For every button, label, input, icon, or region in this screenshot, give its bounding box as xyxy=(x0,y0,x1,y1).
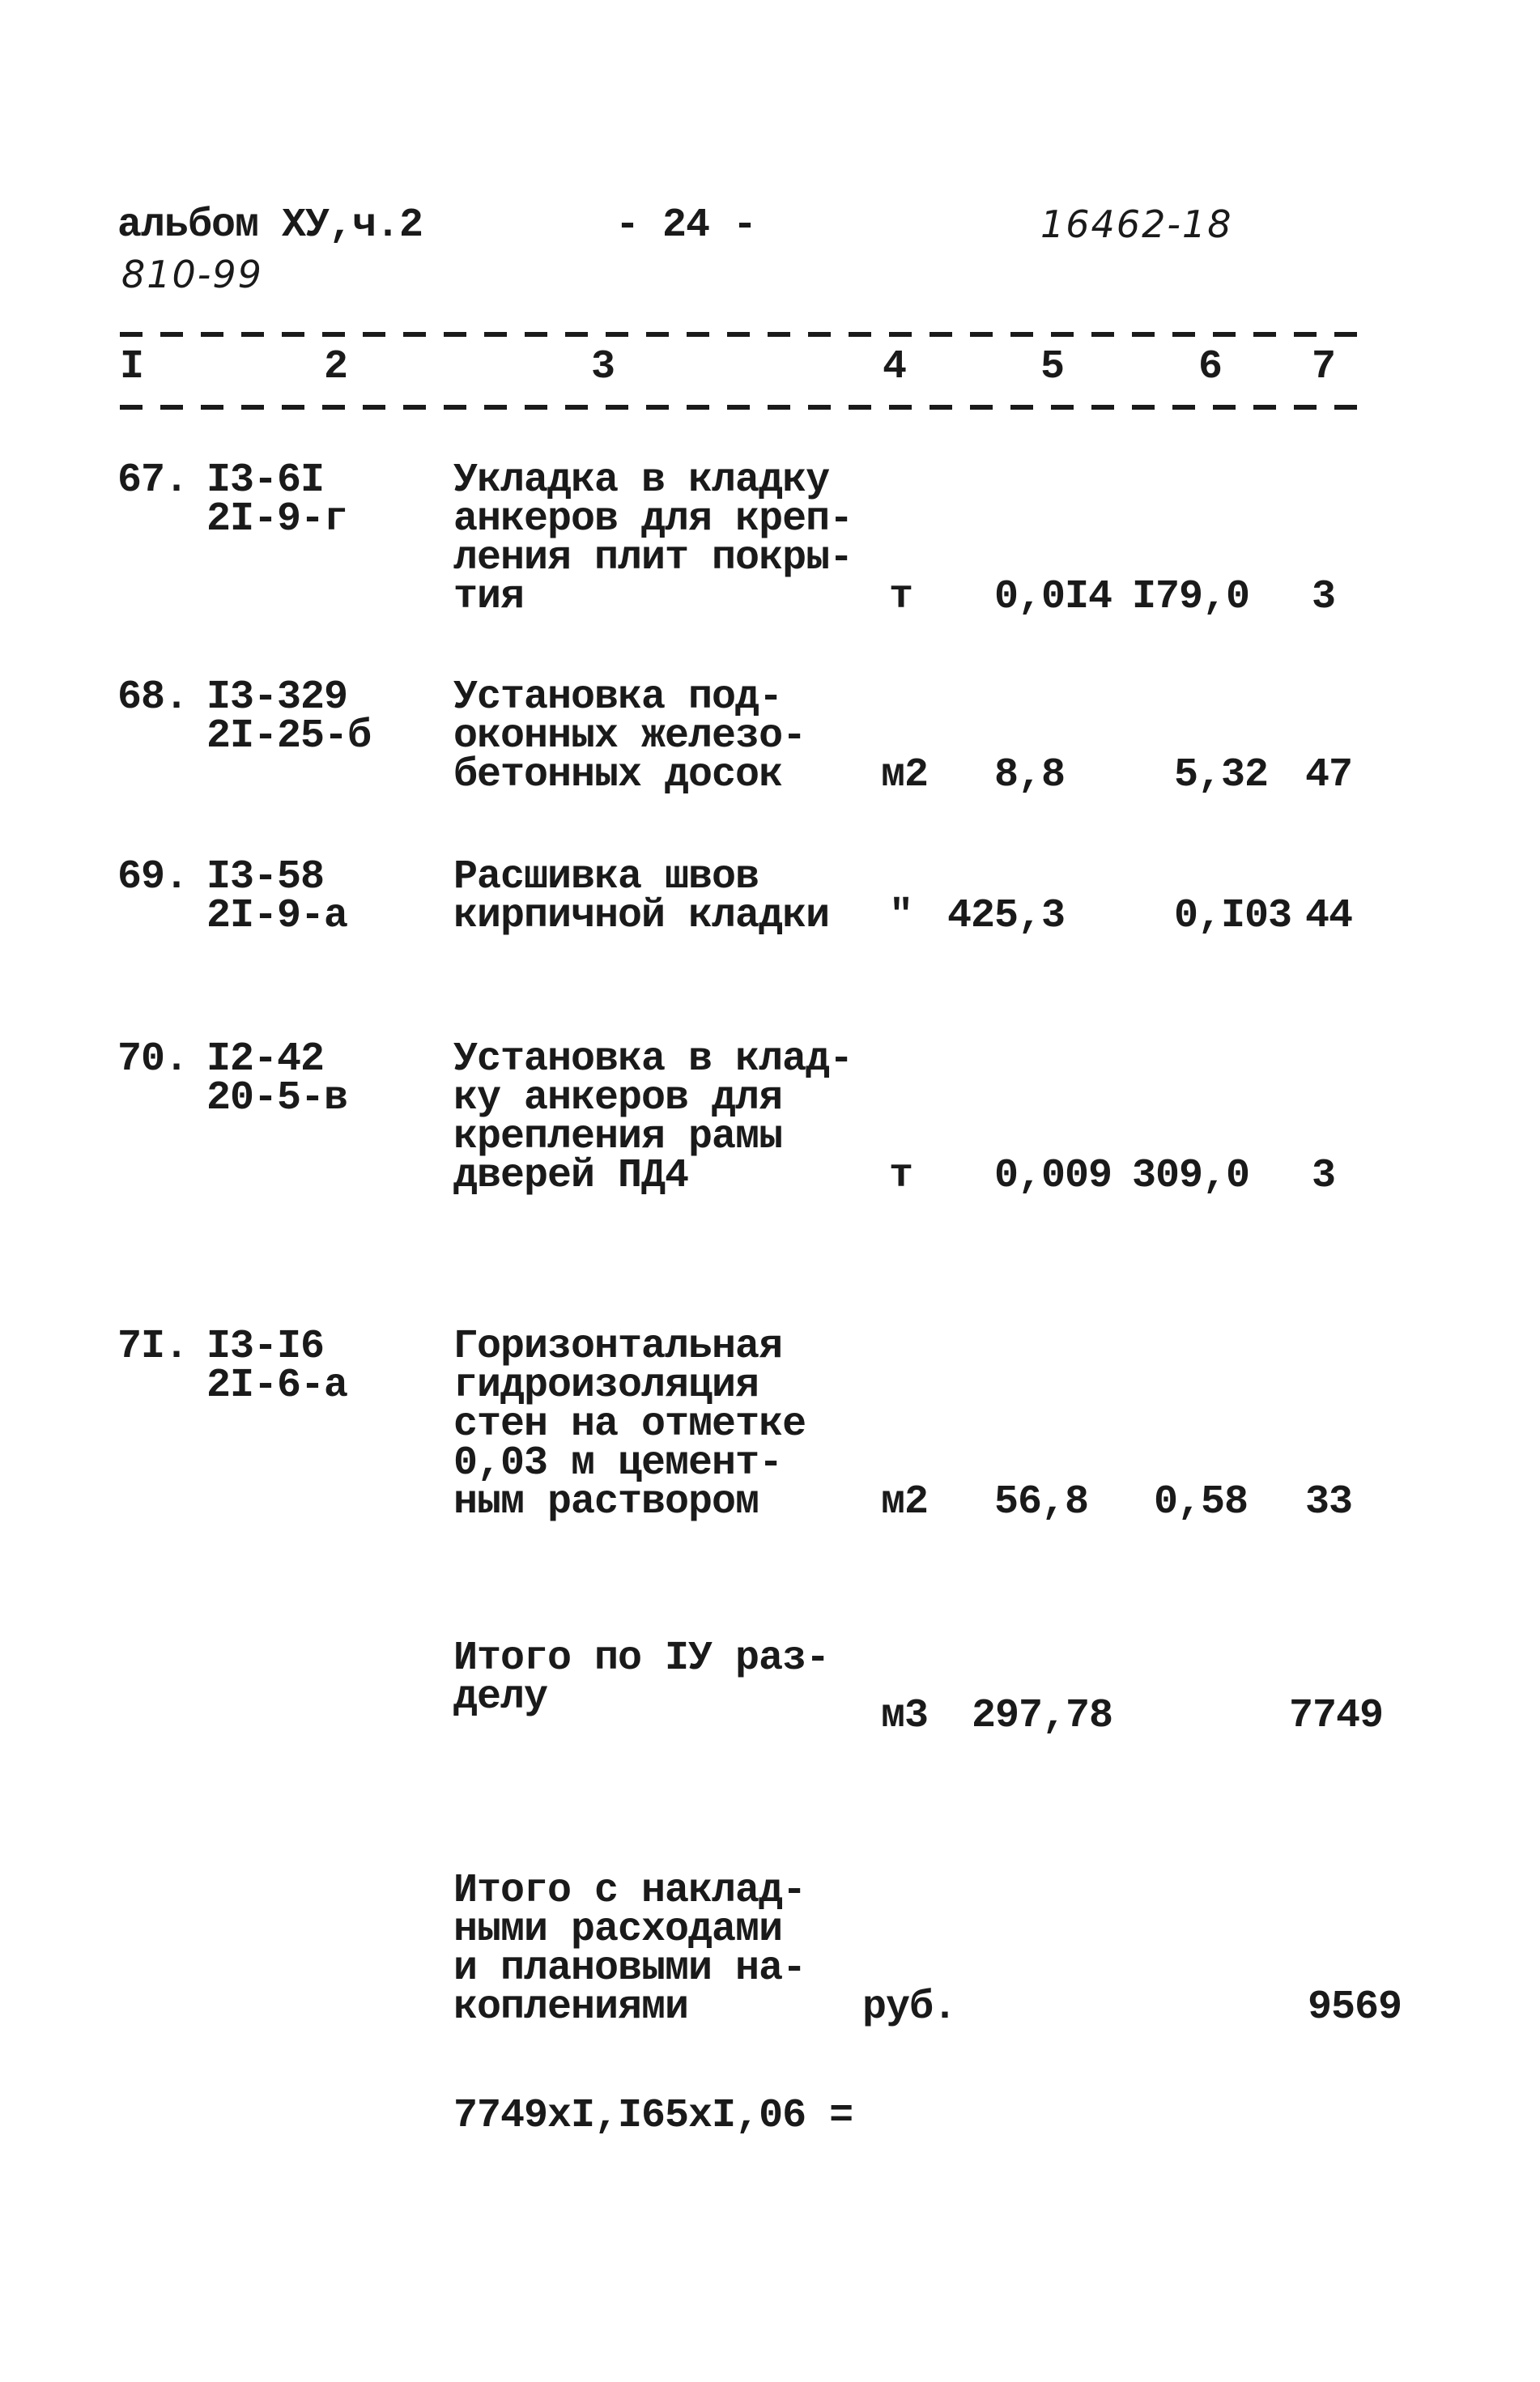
row-code-2: 20-5-в xyxy=(206,1075,348,1121)
row-description-line: ным раствором xyxy=(453,1479,759,1525)
row-total: 3 xyxy=(1312,574,1336,620)
column-header-2: 2 xyxy=(324,344,348,390)
row-code-1: I3-329 xyxy=(206,674,348,721)
row-code-1: I3-58 xyxy=(206,854,325,900)
row-quantity: 0,009 xyxy=(994,1153,1112,1199)
row-number: 68. xyxy=(117,674,189,721)
handwritten-reference: 810-99 xyxy=(121,253,263,296)
row-description-line: дверей ПД4 xyxy=(453,1153,689,1199)
row-quantity: 425,3 xyxy=(947,893,1066,939)
row-description-line: кирпичной кладки xyxy=(453,893,830,939)
column-header-5: 5 xyxy=(1040,344,1065,390)
row-code-2: 2I-25-б xyxy=(206,713,372,759)
row-code-1: I2-42 xyxy=(206,1036,325,1083)
row-description-line: бетонных досок xyxy=(453,752,783,798)
subtotal-unit: м3 xyxy=(881,1693,929,1739)
row-total: 47 xyxy=(1305,752,1353,798)
row-description-line: Установка под- xyxy=(453,674,783,721)
page-number: - 24 - xyxy=(615,202,757,249)
row-price: 0,I03 xyxy=(1174,893,1292,939)
row-number: 70. xyxy=(117,1036,189,1083)
row-price: 309,0 xyxy=(1132,1153,1250,1199)
row-unit-ditto: " xyxy=(889,893,913,939)
row-description-line: оконных железо- xyxy=(453,713,806,759)
row-description-line: Расшивка швов xyxy=(453,854,759,900)
row-description-line: крепления рамы xyxy=(453,1114,783,1160)
grand-total-unit: руб. xyxy=(862,1984,957,2031)
column-header-4: 4 xyxy=(883,344,907,390)
row-code-1: I3-I6 xyxy=(206,1324,325,1370)
header-rule-bottom xyxy=(120,405,1367,410)
album-label: альбом ХУ,ч.2 xyxy=(117,202,423,249)
row-description-line: ку анкеров для xyxy=(453,1075,783,1121)
subtotal-description-line: делу xyxy=(453,1674,548,1721)
row-unit: м2 xyxy=(881,752,929,798)
row-quantity: 0,0I4 xyxy=(994,574,1112,620)
row-unit: т xyxy=(889,574,913,620)
row-number: 69. xyxy=(117,854,189,900)
row-price: 0,58 xyxy=(1154,1479,1249,1525)
row-quantity: 8,8 xyxy=(994,752,1066,798)
grand-total-description-line: и плановыми на- xyxy=(453,1946,806,1992)
subtotal-description-line: Итого по IУ раз- xyxy=(453,1635,830,1682)
grand-total-description-line: коплениями xyxy=(453,1984,689,2031)
row-quantity: 56,8 xyxy=(994,1479,1089,1525)
row-description-line: Укладка в кладку xyxy=(453,457,830,504)
column-header-7: 7 xyxy=(1312,344,1336,390)
row-number: 7I. xyxy=(117,1324,189,1370)
grand-total-value: 9569 xyxy=(1308,1984,1402,2031)
row-unit: м2 xyxy=(881,1479,929,1525)
row-price: 5,32 xyxy=(1174,752,1269,798)
row-description-line: Горизонтальная xyxy=(453,1324,783,1370)
row-description-line: гидроизоляция xyxy=(453,1363,759,1409)
grand-total-description-line: Итого с наклад- xyxy=(453,1868,806,1914)
row-number: 67. xyxy=(117,457,189,504)
subtotal-total: 7749 xyxy=(1289,1693,1384,1739)
document-code: 16462-18 xyxy=(1040,202,1233,246)
row-description-line: Установка в клад- xyxy=(453,1036,853,1083)
row-total: 44 xyxy=(1305,893,1353,939)
row-code-2: 2I-9-г xyxy=(206,496,348,542)
row-unit: т xyxy=(889,1153,913,1199)
row-total: 3 xyxy=(1312,1153,1336,1199)
row-description-line: 0,03 м цемент- xyxy=(453,1440,783,1487)
row-total: 33 xyxy=(1305,1479,1353,1525)
subtotal-quantity: 297,78 xyxy=(972,1693,1113,1739)
column-header-6: 6 xyxy=(1198,344,1223,390)
column-header-1: I xyxy=(120,344,144,390)
row-description-line: тия xyxy=(453,574,525,620)
row-code-2: 2I-9-а xyxy=(206,893,348,939)
column-header-3: 3 xyxy=(591,344,615,390)
row-price: I79,0 xyxy=(1132,574,1250,620)
row-description-line: стен на отметке xyxy=(453,1402,806,1448)
grand-total-description-line: ными расходами xyxy=(453,1907,783,1953)
row-description-line: анкеров для креп- xyxy=(453,496,853,542)
row-description-line: ления плит покры- xyxy=(453,535,853,581)
calculation-formula: 7749хI,I65хI,06 = xyxy=(453,2093,853,2139)
header-rule-top xyxy=(120,332,1367,337)
row-code-2: 2I-6-а xyxy=(206,1363,348,1409)
row-code-1: I3-6I xyxy=(206,457,325,504)
